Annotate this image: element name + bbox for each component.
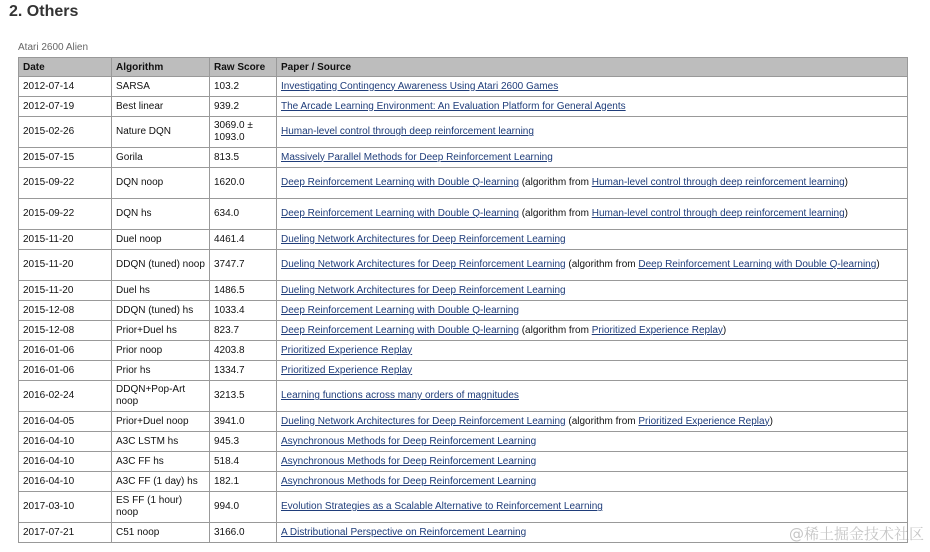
table-row [19,321,908,341]
cell-raw-score: 3747.7 [210,250,277,281]
cell-date: 2015-09-22 [19,199,112,230]
table-row [19,381,908,412]
paper-link[interactable]: Deep Reinforcement Learning with Double Q-learning [281,304,519,316]
cell-algorithm: ES FF (1 hour) noop [112,492,210,523]
cell-raw-score: 103.2 [210,77,277,97]
cell-date: 2015-07-15 [19,148,112,168]
watermark: @稀土掘金技术社区 [788,525,924,543]
cell-paper [277,117,908,148]
cell-algorithm: C51 noop [112,523,210,543]
cell-paper [277,77,908,97]
cell-date: 2012-07-19 [19,97,112,117]
table-row [19,250,908,281]
source-algorithm-link[interactable]: Prioritized Experience Replay [638,415,770,427]
paper-link[interactable]: Massively Parallel Methods for Deep Reinforcement Learning [281,151,553,163]
cell-date: 2015-09-22 [19,168,112,199]
cell-date: 2017-07-21 [19,523,112,543]
cell-raw-score: 4203.8 [210,341,277,361]
table-row [19,148,908,168]
algorithm-from-prefix: (algorithm from [565,415,639,427]
table-row [19,432,908,452]
cell-date: 2015-11-20 [19,230,112,250]
cell-raw-score: 182.1 [210,472,277,492]
cell-algorithm: DDQN+Pop-Art noop [112,381,210,412]
section-title: 2. Others [9,3,79,20]
cell-raw-score: 634.0 [210,199,277,230]
table-row [19,523,908,543]
cell-paper [277,250,908,281]
algorithm-from-prefix: (algorithm from [518,324,592,336]
cell-paper [277,432,908,452]
cell-raw-score: 1033.4 [210,301,277,321]
cell-algorithm: DQN noop [112,168,210,199]
cell-paper [277,301,908,321]
paper-link[interactable]: Evolution Strategies as a Scalable Alternative to Reinforcement Learning [281,501,603,512]
cell-raw-score: 945.3 [210,432,277,452]
header-row [19,58,908,77]
source-algorithm-link[interactable]: Human-level control through deep reinforcement learning [591,208,845,219]
cell-raw-score: 994.0 [210,492,277,523]
cell-raw-score: 4461.4 [210,230,277,250]
cell-date: 2015-12-08 [19,321,112,341]
cell-raw-score: 3941.0 [210,412,277,432]
paper-link[interactable]: Investigating Contingency Awareness Using Atari 2600 Games [281,80,559,92]
cell-paper [277,361,908,381]
algorithm-from-prefix: (algorithm from [518,208,592,219]
cell-algorithm: DQN hs [112,199,210,230]
cell-algorithm: Best linear [112,97,210,117]
paper-link[interactable]: Dueling Network Architectures for Deep Reinforcement Learning [281,233,566,245]
cell-date: 2012-07-14 [19,77,112,97]
table-row [19,117,908,148]
table-row [19,301,908,321]
cell-paper [277,381,908,412]
cell-date: 2016-02-24 [19,381,112,412]
paper-link[interactable]: Prioritized Experience Replay [281,344,413,356]
results-body [19,77,908,543]
table-row [19,412,908,432]
cell-paper [277,168,908,199]
cell-algorithm: Prior+Duel noop [112,412,210,432]
cell-algorithm: A3C FF hs [112,452,210,472]
cell-paper [277,97,908,117]
cell-algorithm: Prior hs [112,361,210,381]
cell-algorithm: A3C LSTM hs [112,432,210,452]
paper-link[interactable]: Human-level control through deep reinforcement learning [281,126,534,137]
table-row [19,199,908,230]
table-row [19,361,908,381]
cell-date: 2016-04-10 [19,452,112,472]
cell-raw-score: 1334.7 [210,361,277,381]
cell-date: 2015-11-20 [19,250,112,281]
cell-date: 2015-12-08 [19,301,112,321]
algorithm-from-suffix: ) [876,259,880,270]
cell-algorithm: Duel hs [112,281,210,301]
cell-date: 2016-04-10 [19,432,112,452]
cell-raw-score: 939.2 [210,97,277,117]
cell-paper [277,281,908,301]
paper-link[interactable]: A Distributional Perspective on Reinforcement Learning [281,526,527,538]
paper-link[interactable]: Asynchronous Methods for Deep Reinforcement Learning [281,475,537,487]
table-row [19,492,908,523]
algorithm-from-suffix: ) [769,415,773,427]
cell-date: 2015-11-20 [19,281,112,301]
paper-link[interactable]: Deep Reinforcement Learning with Double Q-learning [281,324,519,336]
cell-algorithm: Prior+Duel hs [112,321,210,341]
cell-algorithm: Duel noop [112,230,210,250]
paper-link[interactable]: Dueling Network Architectures for Deep Reinforcement Learning [281,284,566,296]
algorithm-from-suffix: ) [844,208,848,219]
source-algorithm-link[interactable]: Human-level control through deep reinforcement learning [591,177,845,188]
algorithm-from-prefix: (algorithm from [565,259,639,270]
paper-link[interactable]: Asynchronous Methods for Deep Reinforcement Learning [281,455,537,467]
header-raw-score: Raw Score [210,58,277,77]
algorithm-from-prefix: (algorithm from [518,177,592,188]
paper-link[interactable]: Learning functions across many orders of magnitudes [281,390,519,401]
header-paper: Paper / Source [277,58,908,77]
cell-paper [277,452,908,472]
cell-algorithm: Nature DQN [112,117,210,148]
cell-date: 2017-03-10 [19,492,112,523]
paper-link[interactable]: Asynchronous Methods for Deep Reinforcement Learning [281,435,537,447]
paper-link[interactable]: Deep Reinforcement Learning with Double Q-learning [281,177,519,188]
cell-paper [277,230,908,250]
cell-date: 2015-02-26 [19,117,112,148]
cell-paper [277,321,908,341]
cell-paper [277,492,908,523]
header-algorithm: Algorithm [112,58,210,77]
cell-algorithm: Prior noop [112,341,210,361]
cell-raw-score: 823.7 [210,321,277,341]
cell-algorithm: DDQN (tuned) hs [112,301,210,321]
table-row [19,77,908,97]
table-row [19,97,908,117]
paper-link[interactable]: Dueling Network Architectures for Deep Reinforcement Learning [281,415,566,427]
cell-paper [277,341,908,361]
cell-date: 2016-04-05 [19,412,112,432]
cell-date: 2016-04-10 [19,472,112,492]
cell-algorithm: DDQN (tuned) noop [112,250,210,281]
source-algorithm-link[interactable]: Prioritized Experience Replay [591,324,723,336]
results-table [18,57,908,543]
cell-paper [277,472,908,492]
source-algorithm-link[interactable]: Deep Reinforcement Learning with Double Q-learning [638,259,877,270]
table-caption: Atari 2600 Alien [18,42,89,53]
cell-algorithm: A3C FF (1 day) hs [112,472,210,492]
header-date: Date [19,58,112,77]
table-row [19,281,908,301]
paper-link[interactable]: Dueling Network Architectures for Deep Reinforcement Learning [281,259,566,270]
table-row [19,168,908,199]
cell-raw-score: 813.5 [210,148,277,168]
cell-algorithm: SARSA [112,77,210,97]
cell-date: 2016-01-06 [19,341,112,361]
paper-link[interactable]: The Arcade Learning Environment: An Evaluation Platform for General Agents [281,100,626,112]
cell-raw-score: 3166.0 [210,523,277,543]
cell-raw-score: 3069.0 ± 1093.0 [210,117,277,148]
cell-raw-score: 1486.5 [210,281,277,301]
cell-paper [277,148,908,168]
cell-paper [277,412,908,432]
algorithm-from-suffix: ) [844,177,848,188]
cell-raw-score: 3213.5 [210,381,277,412]
paper-link[interactable]: Deep Reinforcement Learning with Double Q-learning [281,208,519,219]
cell-paper [277,199,908,230]
cell-raw-score: 1620.0 [210,168,277,199]
table-row [19,472,908,492]
cell-algorithm: Gorila [112,148,210,168]
table-row [19,452,908,472]
paper-link[interactable]: Prioritized Experience Replay [281,364,413,376]
table-row [19,230,908,250]
cell-date: 2016-01-06 [19,361,112,381]
algorithm-from-suffix: ) [722,324,727,336]
table-row [19,341,908,361]
cell-raw-score: 518.4 [210,452,277,472]
